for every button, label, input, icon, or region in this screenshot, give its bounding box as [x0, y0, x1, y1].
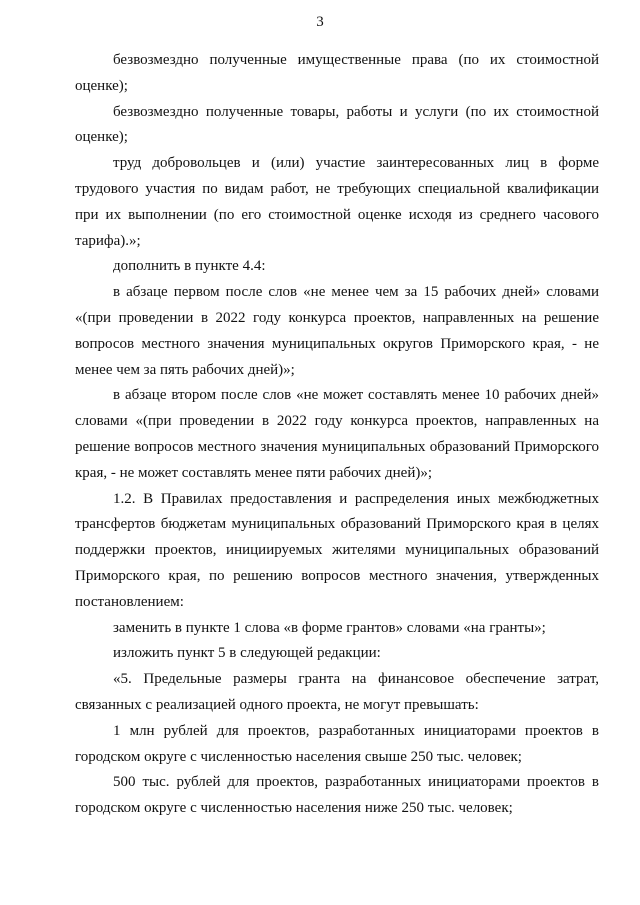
paragraph-property-rights: безвозмездно полученные имущественные права (по их стоимостной оценке); — [75, 52, 599, 94]
paragraph-second-subparagraph: в абзаце втором после слов «не может составлять менее 10 рабочих дней» словами «(при проведении в 2022 году конкурса проектов, направленных на решение вопросов местного значения муниципальных образований Приморского края, - не может составлять менее пяти рабочих дней)»; — [75, 387, 599, 481]
paragraph-limit-500-thousand: 500 тыс. рублей для проектов, разработанных инициаторами проектов в городском округе с численностью населения ниже 250 тыс. человек; — [75, 774, 599, 817]
document-body — [75, 48, 599, 822]
page-number: 3 — [316, 14, 324, 30]
paragraph-goods-services: безвозмездно полученные товары, работы и услуги (по их стоимостной оценке); — [75, 103, 599, 146]
paragraph-volunteer-labor: труд добровольцев и (или) участие заинтересованных лиц в форме трудового участия по видам работ, не требующих специальной квалификации при их выполнении (по его стоимостной оценке исходя из среднего часового тарифа).»; — [75, 155, 599, 249]
paragraph-limit-1-million: 1 млн рублей для проектов, разработанных инициаторами проектов в городском округе с численностью населения свыше 250 тыс. человек; — [75, 722, 599, 765]
paragraph-first-subparagraph: в абзаце первом после слов «не менее чем за 15 рабочих дней» словами «(при проведении в 2022 году конкурса проектов, направленных на решение вопросов местного значения муниципальных округов Приморского края, - не менее чем за пять рабочих дней)»; — [75, 284, 599, 378]
paragraph-item-5-limits: «5. Предельные размеры гранта на финансовое обеспечение затрат, связанных с реализацией одного проекта, не могут превышать: — [75, 671, 599, 713]
paragraph-restate-item-5: изложить пункт 5 в следующей редакции: — [113, 645, 381, 662]
paragraph-replace-grants: заменить в пункте 1 слова «в форме грантов» словами «на гранты»; — [113, 619, 546, 636]
paragraph-amend-4-4: дополнить в пункте 4.4: — [113, 258, 266, 275]
paragraph-section-1-2: 1.2. В Правилах предоставления и распределения иных межбюджетных трансфертов бюджетам муниципальных образований Приморского края в целях поддержки проектов, инициируемых жителями муниципальных образований Приморского края, по решению вопросов местного значения, утвержденных постановлением: — [75, 490, 599, 610]
